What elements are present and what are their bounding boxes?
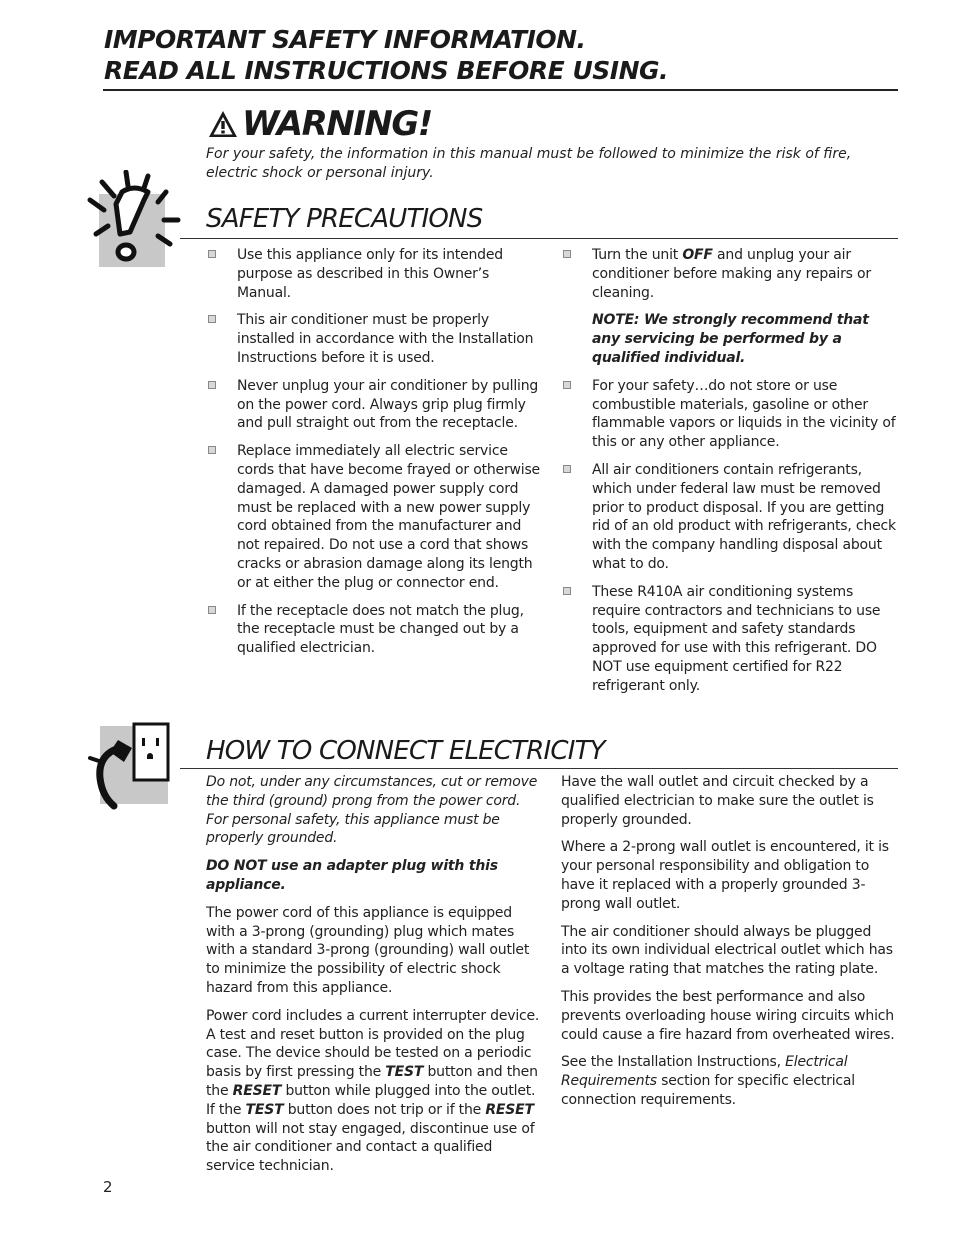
safety-left-column [206,246,544,667]
list-item: This air conditioner must be properly installed in accordance with the Installation Instructions before it is used. [206,311,544,367]
ground-prong-warning: Do not, under any circumstances, cut or remove the third (ground) prong from the power cord. For personal safety, this appliance must be properly grounded. [206,774,538,847]
plug-outlet-icon [88,718,174,810]
bullet-square-icon [208,381,216,389]
adapter-plug-warning: DO NOT use an adapter plug with this appliance. [206,858,498,893]
list-item: All air conditioners contain refrigerants, which under federal law must be removed prior to product disposal. If you are getting rid of an old product with refrigerants, check with the company handling disposal about what to do. [561,461,899,574]
bullet-square-icon [208,315,216,323]
list-item: For your safety…do not store or use combustible materials, gasoline or other flammable vapors or liquids in the vicinity of this or any other appliance. [561,377,899,452]
page-number: 2 [103,1178,113,1196]
bullet-square-icon [208,606,216,614]
connect-electricity-title: HOW TO CONNECT ELECTRICITY [206,736,605,766]
safety-precautions-title: SAFETY PRECAUTIONS [206,204,483,234]
list-item: Use this appliance only for its intended purpose as described in this Owner’s Manual. [206,246,544,302]
installation-reference-paragraph: See the Installation Instructions, Electrical Requirements section for specific electrical connection requirements. [561,1054,855,1108]
list-item: Never unplug your air conditioner by pulling on the power cord. Always grip plug firmly and pull straight out from the receptacle. [206,377,544,433]
safety-divider [180,238,898,239]
header-line-1: IMPORTANT SAFETY INFORMATION. [104,25,586,54]
warning-text: For your safety, the information in this manual must be followed to minimize the risk of fire, electric shock or personal injury. [206,146,852,181]
servicing-note: NOTE: We strongly recommend that any servicing be performed by a qualified individual. [592,312,869,366]
exclamation-icon [86,170,182,268]
page-header [104,24,904,86]
electricity-right-column [561,773,899,1119]
bullet-square-icon [563,381,571,389]
power-cord-paragraph: The power cord of this appliance is equipped with a 3-prong (grounding) plug which mates with a standard 3-prong (grounding) wall outlet to minimize the possibility of electric shock hazard from this appliance. [206,904,530,996]
bullet-square-icon [563,250,571,258]
bullet-square-icon [563,587,571,595]
bullet-square-icon [208,250,216,258]
safety-right-list [561,246,899,302]
list-item: These R410A air conditioning systems require contractors and technicians to use tools, equipment and safety standards approved for use with this refrigerant. DO NOT use equipment certified for R22 refrigerant only. [561,583,899,696]
individual-outlet-paragraph: The air conditioner should always be plugged into its own individual electrical outlet which has a voltage rating that matches the rating plate. [561,923,893,978]
list-item: If the receptacle does not match the plug, the receptacle must be changed out by a qualified electrician. [206,602,544,658]
electricity-divider [180,768,898,769]
safety-left-list [206,246,544,658]
electricity-left-column [206,773,544,1185]
list-item: Replace immediately all electric service cords that have become frayed or otherwise damaged. A damaged power supply cord must be replaced with a new power supply cord obtained from the manufacturer and not repaired. Do not use a cord that shows cracks or abrasion damage along its length or at either the plug or connector end. [206,442,544,592]
outlet-check-paragraph: Have the wall outlet and circuit checked by a qualified electrician to make sure the outlet is properly grounded. [561,774,874,828]
header-line-2: READ ALL INSTRUCTIONS BEFORE USING. [104,56,669,85]
performance-paragraph: This provides the best performance and also prevents overloading house wiring circuits which could cause a fire hazard from overheated wires. [561,988,895,1043]
warning-triangle-icon [207,109,239,139]
safety-right-column [561,246,899,705]
two-prong-paragraph: Where a 2-prong wall outlet is encountered, it is your personal responsibility and obligation to have it replaced with a properly grounded 3-prong wall outlet. [561,839,889,912]
list-item: Turn the unit OFF and unplug your air conditioner before making any repairs or cleaning. [561,246,899,302]
interrupter-paragraph: Power cord includes a current interrupter device. A test and reset button is provided on the plug case. The device should be tested on a periodic basis by first pressing the TEST button and then the RESET button while plugged into the outlet. If the TEST button does not trip or if the RESET button will not stay engaged, discontinue use of the air conditioner and contact a qualified service technician. [206,1007,540,1175]
warning-heading [207,102,432,146]
header-divider [103,89,898,91]
bullet-square-icon [208,446,216,454]
warning-title: WARNING! [242,104,432,144]
bullet-square-icon [563,465,571,473]
